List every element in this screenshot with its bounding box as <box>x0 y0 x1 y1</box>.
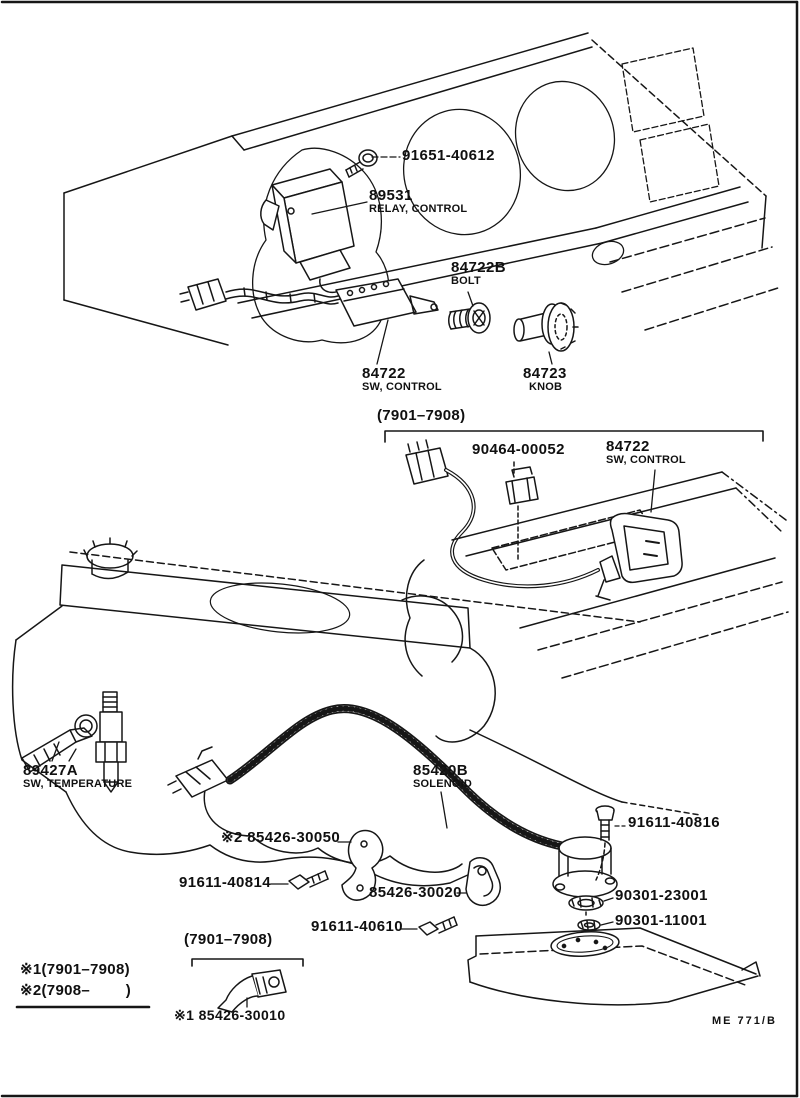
legend-text: ※2(7908– ) <box>20 982 132 999</box>
label-solenoid <box>413 763 472 791</box>
part-number: 90301-11001 <box>615 912 707 929</box>
knob-drawing <box>514 303 578 351</box>
bolt-40610-drawing <box>419 917 457 935</box>
label-console-range <box>377 408 465 424</box>
part-number: 85420B <box>413 762 468 779</box>
oil-pan-drawing <box>468 928 760 1005</box>
part-number: 91611-40816 <box>628 814 720 831</box>
label-bracket-30020 <box>369 885 462 901</box>
label-sw-control-dash <box>362 366 442 394</box>
part-name: BOLT <box>451 274 481 287</box>
label-clamp <box>472 442 565 458</box>
part-name: KNOB <box>529 380 563 393</box>
label-bracket-30010 <box>174 1008 286 1023</box>
label-screw <box>402 148 495 164</box>
figure-code <box>712 1016 777 1028</box>
part-number: 84722B <box>451 259 506 276</box>
legend-text: ※1(7901–7908) <box>20 961 130 978</box>
part-number: ※1 85426-30010 <box>174 1007 286 1023</box>
part-name: RELAY, CONTROL <box>369 202 468 215</box>
bracket-30010-drawing <box>218 970 286 1012</box>
part-number: 90464-00052 <box>472 441 565 458</box>
part-number: 84722 <box>606 438 650 455</box>
bracket-30020-drawing <box>466 858 500 906</box>
part-number: 91651-40612 <box>402 147 495 164</box>
relay-drawing <box>261 169 354 292</box>
label-sw-control-console <box>606 439 686 467</box>
part-name: SW, CONTROL <box>606 453 686 466</box>
console-inset-drawing <box>385 431 788 678</box>
solenoid-drawing <box>553 837 617 897</box>
part-number: 89427A <box>23 762 78 779</box>
part-name: SW, TEMPERATURE <box>23 777 133 790</box>
part-number: 90301-23001 <box>615 887 708 904</box>
label-washer-11001 <box>615 913 707 929</box>
label-knob <box>523 366 567 394</box>
conduit-drawing <box>230 709 562 846</box>
harness-switch-drawing <box>180 279 438 326</box>
label-bottom-range <box>184 932 272 948</box>
part-number: 85426-30020 <box>369 884 462 901</box>
date-range: (7901–7908) <box>377 407 466 424</box>
label-bolt-40814 <box>179 875 271 891</box>
vent-rectangles <box>622 48 719 202</box>
label-bracket-30050 <box>221 830 340 846</box>
label-bolt-40816 <box>628 815 720 831</box>
part-number: ※2 85426-30050 <box>221 829 341 846</box>
part-number: 84723 <box>523 365 567 382</box>
label-washer-23001 <box>615 888 708 904</box>
part-number: 91611-40610 <box>311 918 403 935</box>
drawing-code: ME 771/B <box>712 1015 777 1027</box>
part-number: 91611-40814 <box>179 874 271 891</box>
label-bolt-40610 <box>311 919 403 935</box>
part-number: 84722 <box>362 365 406 382</box>
bolt-84722b-drawing <box>449 303 490 333</box>
part-number: 89531 <box>369 187 413 204</box>
label-sw-temperature <box>23 763 132 791</box>
engine-connector-drawing <box>168 747 228 797</box>
label-relay <box>369 188 467 216</box>
part-name: SOLENOID <box>413 777 473 790</box>
legend-note-1 <box>20 962 130 978</box>
date-range: (7901–7908) <box>184 931 273 948</box>
legend-note-2 <box>20 983 131 999</box>
label-bolt-84722b <box>451 260 506 288</box>
gauge-circles <box>389 70 627 269</box>
washer-11001-drawing <box>578 920 600 930</box>
washer-23001-drawing <box>569 896 603 910</box>
part-name: SW, CONTROL <box>362 380 442 393</box>
bolt-40814-drawing <box>289 871 328 889</box>
screw-drawing <box>346 150 377 177</box>
